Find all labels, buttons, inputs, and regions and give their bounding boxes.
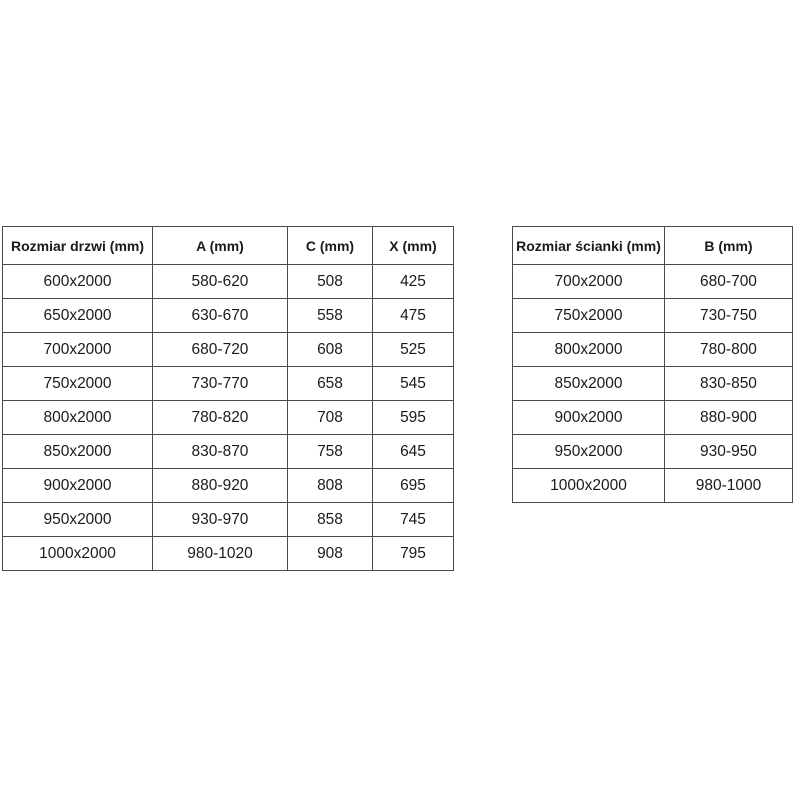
table-cell: 830-850 (665, 367, 793, 401)
table-cell: 900x2000 (513, 401, 665, 435)
table-row (3, 333, 454, 367)
table-cell: 700x2000 (3, 333, 153, 367)
table-cell: 808 (288, 469, 373, 503)
table-cell: 800x2000 (3, 401, 153, 435)
table-cell: 658 (288, 367, 373, 401)
wall-table-header-row (513, 227, 793, 265)
table-cell: 558 (288, 299, 373, 333)
table-row (513, 401, 793, 435)
table-cell: 850x2000 (513, 367, 665, 401)
table-cell: 880-900 (665, 401, 793, 435)
table-cell: 750x2000 (513, 299, 665, 333)
table-cell: 700x2000 (513, 265, 665, 299)
table-cell: 795 (373, 537, 454, 571)
column-header: C (mm) (288, 227, 373, 265)
table-cell: 730-750 (665, 299, 793, 333)
table-cell: 645 (373, 435, 454, 469)
table-cell: 858 (288, 503, 373, 537)
table-cell: 608 (288, 333, 373, 367)
table-cell: 980-1020 (153, 537, 288, 571)
table-row (3, 299, 454, 333)
column-header: X (mm) (373, 227, 454, 265)
table-row (3, 537, 454, 571)
table-cell: 595 (373, 401, 454, 435)
column-header: Rozmiar drzwi (mm) (3, 227, 153, 265)
table-row (3, 367, 454, 401)
table-row (3, 401, 454, 435)
table-cell: 780-820 (153, 401, 288, 435)
table-cell: 708 (288, 401, 373, 435)
table-cell: 1000x2000 (513, 469, 665, 503)
table-cell: 680-700 (665, 265, 793, 299)
table-cell: 950x2000 (3, 503, 153, 537)
table-cell: 650x2000 (3, 299, 153, 333)
table-cell: 508 (288, 265, 373, 299)
door-table-header-row (3, 227, 454, 265)
table-cell: 930-970 (153, 503, 288, 537)
table-cell: 600x2000 (3, 265, 153, 299)
door-sizes-table (2, 226, 454, 571)
table-cell: 930-950 (665, 435, 793, 469)
table-cell: 475 (373, 299, 454, 333)
table-cell: 425 (373, 265, 454, 299)
table-row (3, 503, 454, 537)
table-cell: 908 (288, 537, 373, 571)
table-cell: 695 (373, 469, 454, 503)
table-cell: 780-800 (665, 333, 793, 367)
wall-sizes-table (512, 226, 793, 503)
table-cell: 900x2000 (3, 469, 153, 503)
table-row (513, 299, 793, 333)
table-row (513, 333, 793, 367)
table-cell: 758 (288, 435, 373, 469)
table-row (513, 367, 793, 401)
column-header: A (mm) (153, 227, 288, 265)
column-header: B (mm) (665, 227, 793, 265)
table-cell: 850x2000 (3, 435, 153, 469)
table-cell: 730-770 (153, 367, 288, 401)
table-cell: 630-670 (153, 299, 288, 333)
table-cell: 680-720 (153, 333, 288, 367)
table-cell: 830-870 (153, 435, 288, 469)
table-cell: 580-620 (153, 265, 288, 299)
table-row (3, 469, 454, 503)
table-row (3, 435, 454, 469)
table-row (513, 469, 793, 503)
table-cell: 525 (373, 333, 454, 367)
table-cell: 745 (373, 503, 454, 537)
table-row (3, 265, 454, 299)
table-cell: 800x2000 (513, 333, 665, 367)
table-cell: 950x2000 (513, 435, 665, 469)
table-row (513, 435, 793, 469)
table-cell: 980-1000 (665, 469, 793, 503)
table-row (513, 265, 793, 299)
table-cell: 750x2000 (3, 367, 153, 401)
table-cell: 880-920 (153, 469, 288, 503)
table-cell: 1000x2000 (3, 537, 153, 571)
column-header: Rozmiar ścianki (mm) (513, 227, 665, 265)
table-cell: 545 (373, 367, 454, 401)
